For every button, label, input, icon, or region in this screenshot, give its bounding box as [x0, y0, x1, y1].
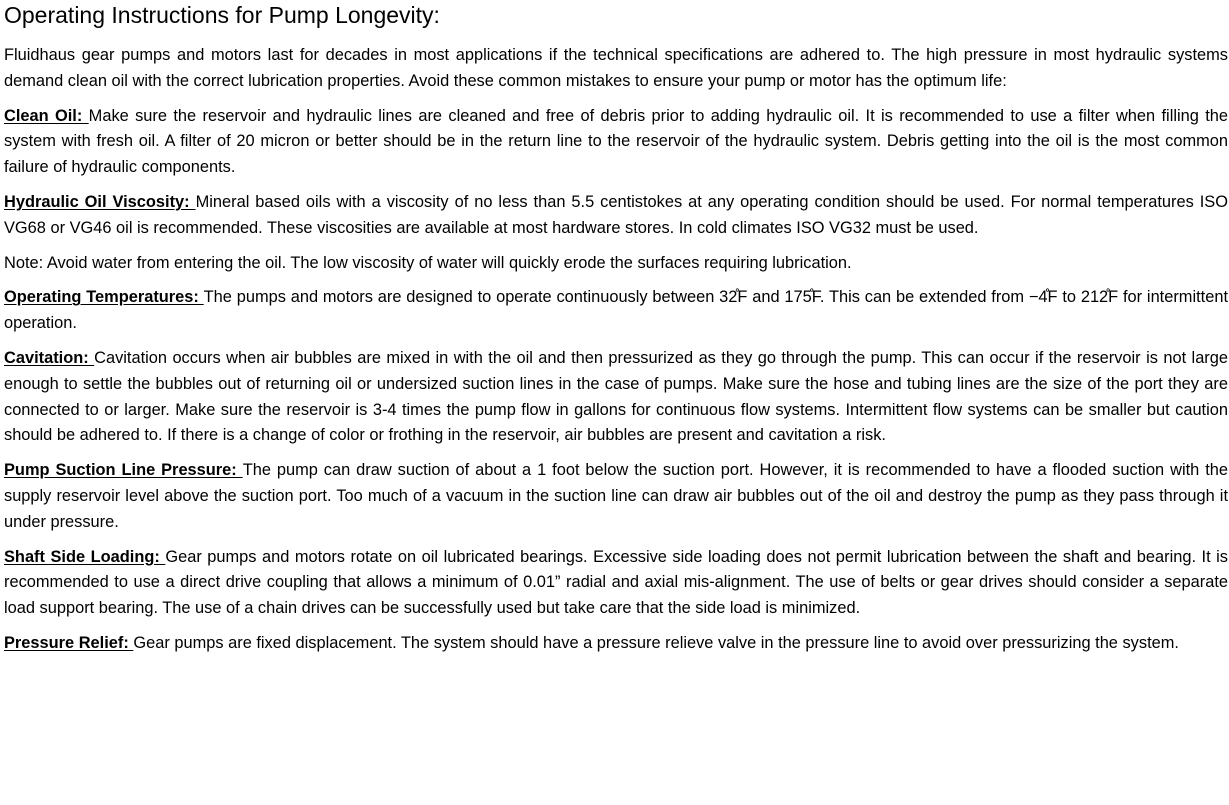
section-body: Gear pumps and motors rotate on oil lubricated bearings. Excessive side loading does not permit lubrication between the shaft and bearing. It is recommended to use a direct drive coupling that allows a minimum of 0.01” radial and axial mis-alignment. The use of belts or gear drives should consider a separate load support bearing. The use of a chain drives can be successfully used but take care that the side load is minimized. [4, 547, 1228, 618]
section-heading: Hydraulic Oil Viscosity: [4, 192, 196, 211]
section-heading: Operating Temperatures: [4, 288, 204, 307]
section-cavitation [4, 346, 1228, 449]
note-paragraph: Note: Avoid water from entering the oil. The low viscosity of water will quickly erode the surfaces requiring lubrication. [4, 253, 852, 272]
section-body: Make sure the reservoir and hydraulic lines are cleaned and free of debris prior to adding hydraulic oil. It is recommended to use a filter when filling the system with fresh oil. A filter of 20 micron or better should be in the return line to the reservoir of the hydraulic system. Debris getting into the oil is the most common failure of hydraulic components. [4, 106, 1228, 177]
section-shaft-side-loading [4, 545, 1228, 622]
section-heading: Shaft Side Loading: [4, 547, 166, 566]
section-body: The pumps and motors are designed to operate continuously between 32̊F and 175̊F. This can be extended from −4̊F to 212̊F for intermittent operation. [4, 288, 1228, 333]
section-pump-suction-line-pressure [4, 458, 1228, 535]
document-title: Operating Instructions for Pump Longevity: [4, 2, 440, 28]
section-hydraulic-oil-viscosity [4, 190, 1228, 242]
section-body: Mineral based oils with a viscosity of no less than 5.5 centistokes at any operating condition should be used. For normal temperatures ISO VG68 or VG46 oil is recommended. These viscosities are available at most hardware stores. In cold climates ISO VG32 must be used. [4, 192, 1228, 237]
section-heading: Pump Suction Line Pressure: [4, 461, 243, 480]
section-clean-oil [4, 104, 1228, 181]
section-heading: Clean Oil: [4, 106, 89, 125]
section-body: Cavitation occurs when air bubbles are mixed in with the oil and then pressurized as they go through the pump. This can occur if the reservoir is not large enough to settle the bubbles out of returning oil or undersized suction lines in the case of pumps. Make sure the hose and tubing lines are the size of the port they are connected to or larger. Make sure the reservoir is 3-4 times the pump flow in gallons for continuous flow systems. Intermittent flow systems can be smaller but caution should be adhered to. If there is a change of color or frothing in the reservoir, air bubbles are present and cavitation a risk. [4, 348, 1228, 445]
section-body: The pump can draw suction of about a 1 foot below the suction port. However, it is recommended to have a flooded suction with the supply reservoir level above the suction port. Too much of a vacuum in the suction line can draw air bubbles out of the oil and destroy the pump as they pass through it under pressure. [4, 461, 1228, 531]
intro-paragraph: Fluidhaus gear pumps and motors last for decades in most applications if the technical specifications are adhered to. The high pressure in most hydraulic systems demand clean oil with the correct lubrication properties. Avoid these common mistakes to ensure your pump or motor has the optimum life: [4, 46, 1228, 90]
section-operating-temperatures [4, 285, 1228, 337]
section-heading: Cavitation: [4, 348, 95, 367]
section-body: Gear pumps are fixed displacement. The system should have a pressure relieve valve in the pressure line to avoid over pressurizing the system. [133, 633, 1179, 652]
section-pressure-relief [4, 631, 1228, 657]
section-heading: Pressure Relief: [4, 633, 134, 652]
